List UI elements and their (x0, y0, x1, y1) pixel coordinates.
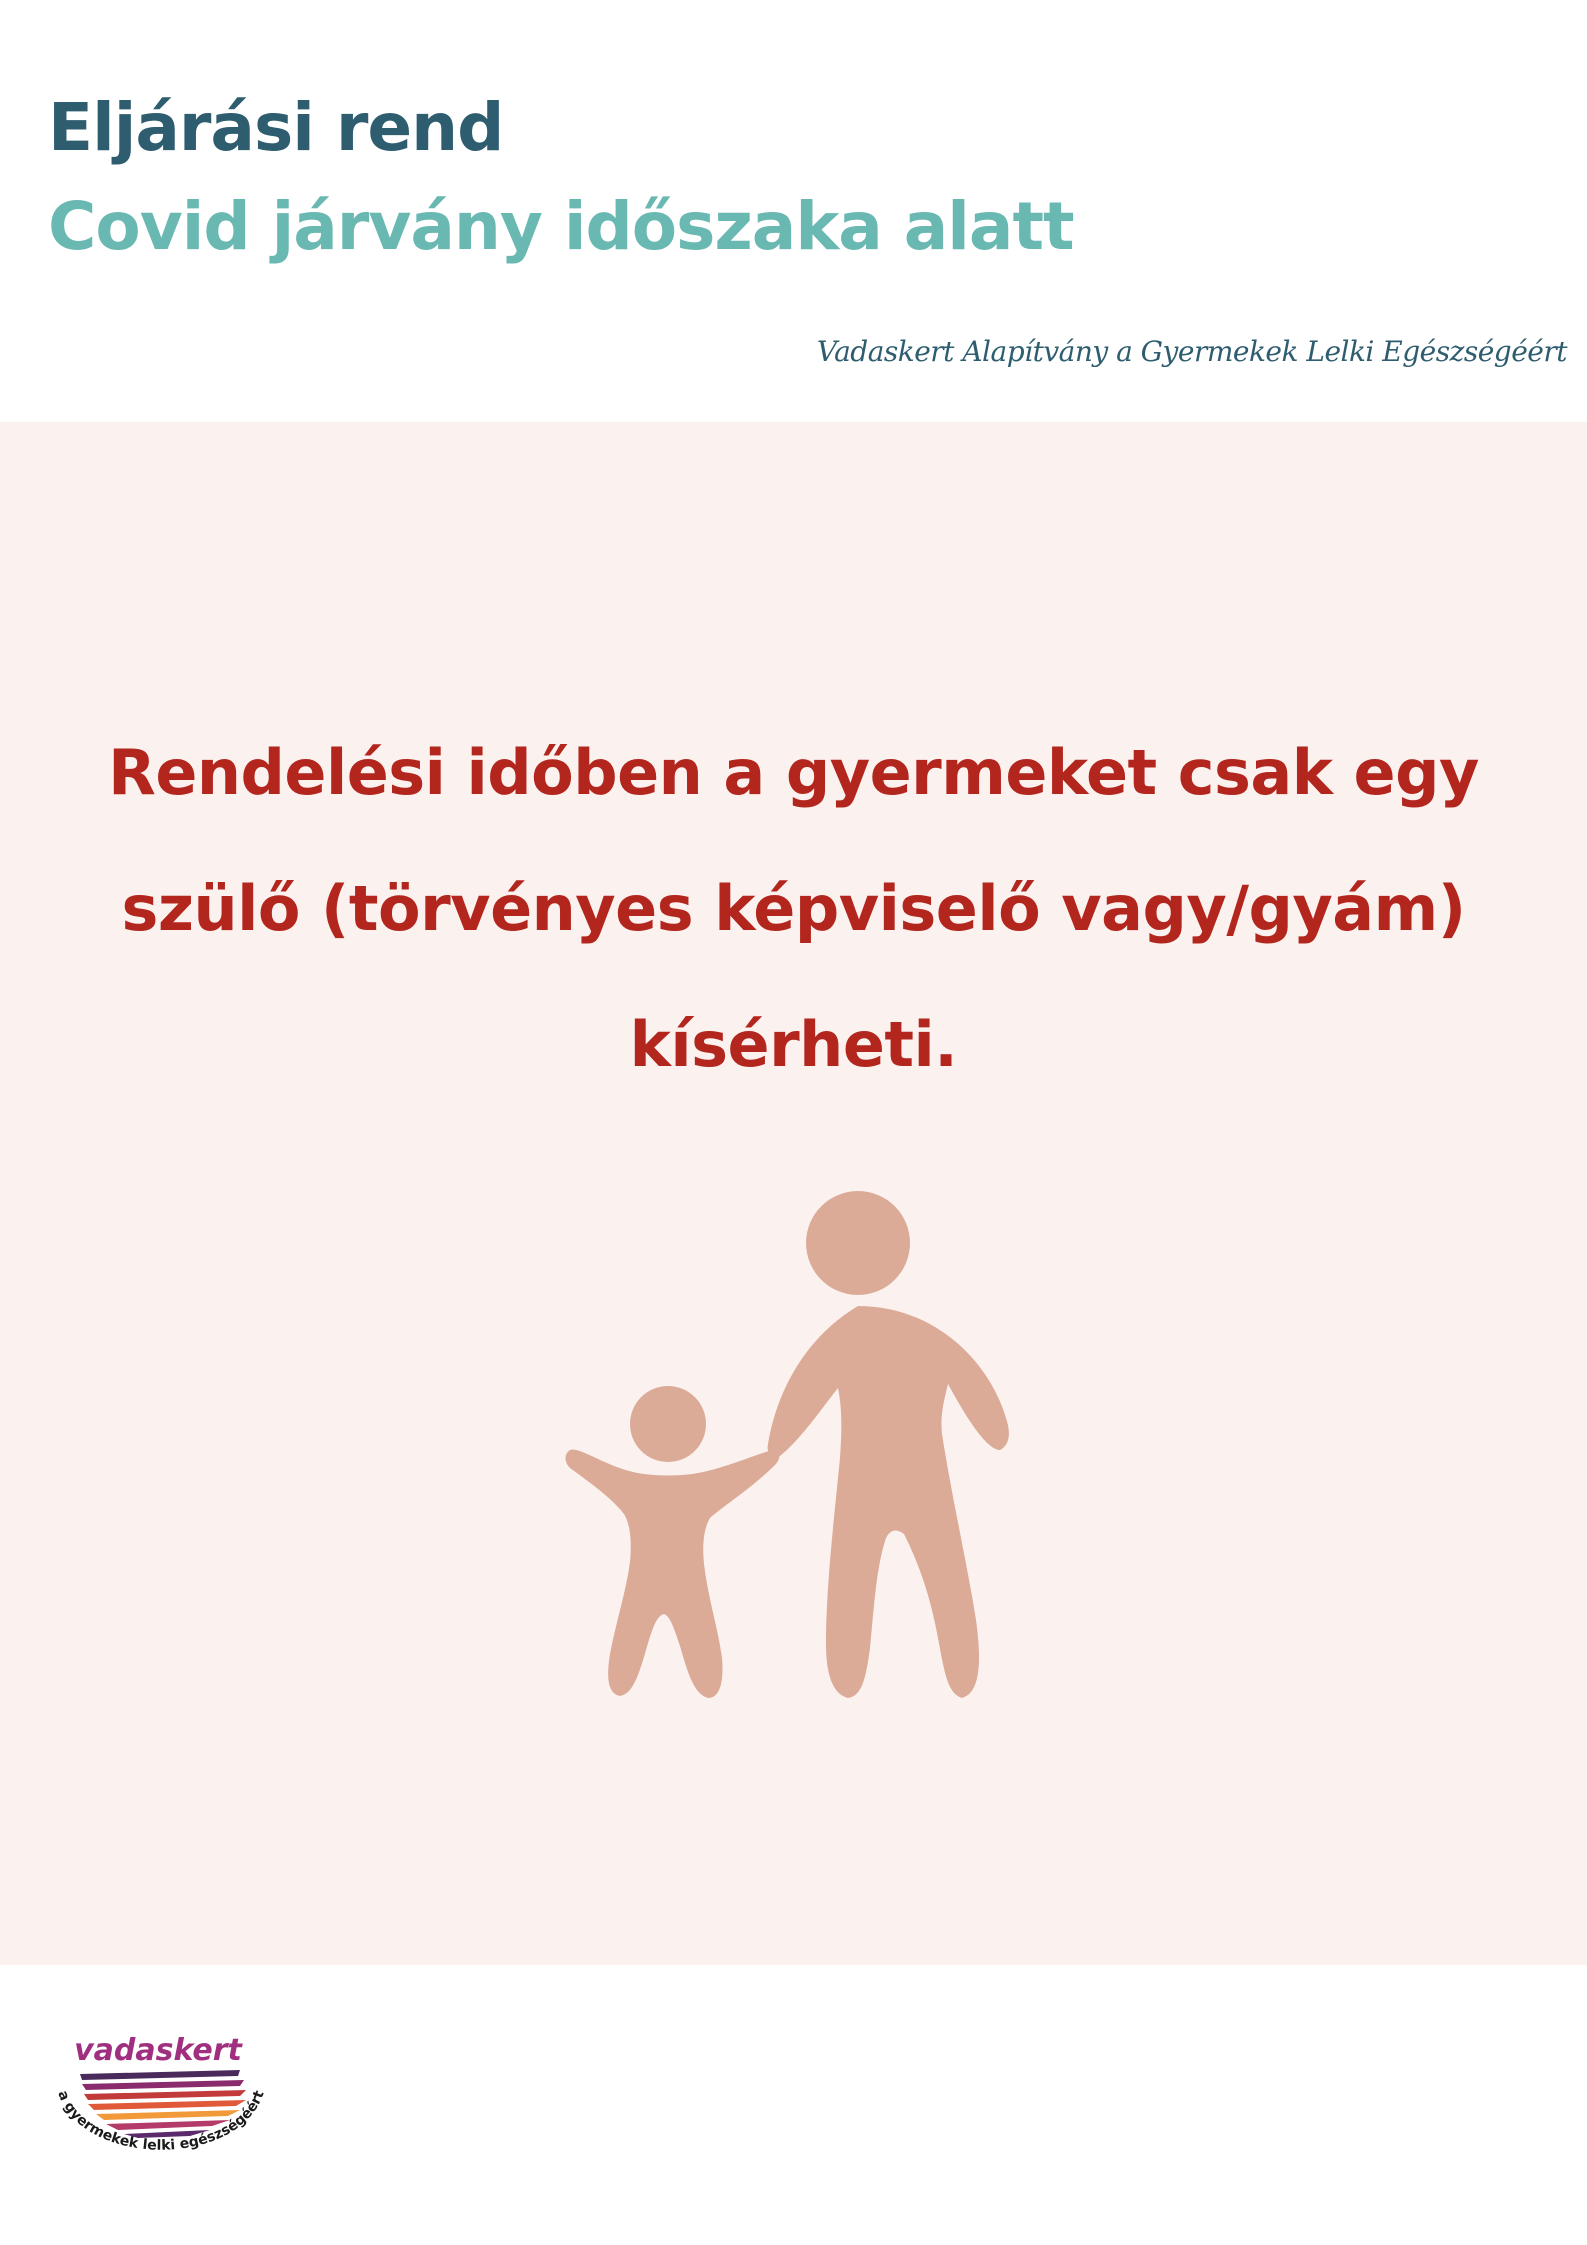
message-line: szülő (törvényes képviselő vagy/gyám) (121, 872, 1466, 945)
message-line: Rendelési időben a gyermeket csak egy (108, 736, 1479, 809)
page-title: Eljárási rend (48, 89, 504, 166)
parent-holding-child-hand-icon (560, 1188, 1020, 1708)
message-line: kísérheti. (629, 1008, 958, 1081)
organization-name: Vadaskert Alapítvány a Gyermekek Lelki Egészségéért (816, 335, 1567, 368)
logo-wordmark: vadaskert (74, 2033, 242, 2068)
vadaskert-logo (40, 2030, 280, 2180)
header (0, 0, 1587, 422)
logo-tagline: a gyermekek lelki egészségéért (54, 2088, 268, 2154)
rule-message (40, 705, 1547, 1113)
page-subtitle: Covid járvány időszaka alatt (48, 188, 1074, 265)
